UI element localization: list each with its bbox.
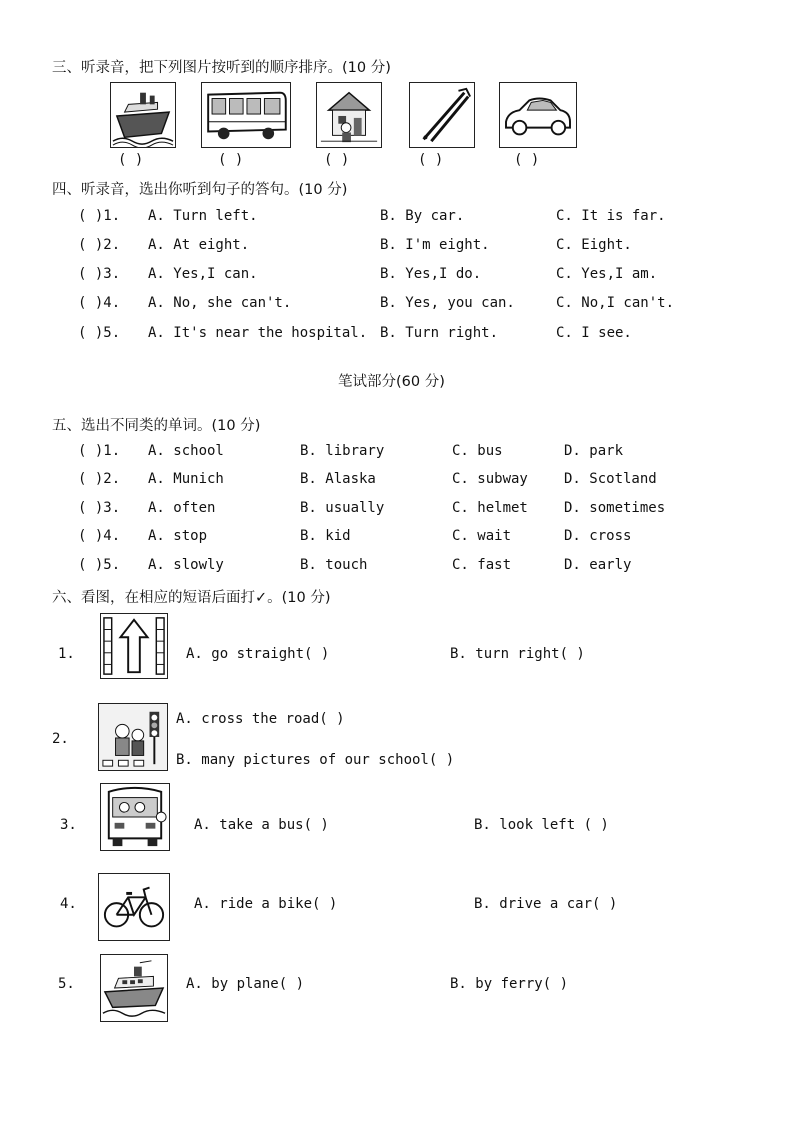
- option-d: D. Scotland: [564, 471, 657, 487]
- option-a: A. Turn left.: [148, 208, 258, 224]
- question-number[interactable]: ( )5.: [78, 557, 121, 573]
- option-c: C. fast: [452, 557, 512, 573]
- question-number[interactable]: ( )2.: [78, 471, 121, 487]
- question-number[interactable]: ( )4.: [78, 295, 121, 311]
- answer-blank[interactable]: ( ): [218, 152, 244, 168]
- answer-blank[interactable]: ( ): [324, 152, 350, 168]
- straight-arrow-icon: [100, 613, 168, 679]
- bus-icon: [201, 82, 291, 148]
- option-c: C. Yes,I am.: [556, 266, 658, 282]
- question-number[interactable]: ( )1.: [78, 208, 121, 224]
- option-b: B. Yes, you can.: [380, 295, 515, 311]
- question-number[interactable]: ( )3.: [78, 500, 121, 516]
- option-a[interactable]: A. take a bus( ): [194, 817, 329, 833]
- option-c: C. No,I can't.: [556, 295, 675, 311]
- option-a[interactable]: A. go straight( ): [186, 646, 330, 662]
- option-b[interactable]: B. turn right( ): [450, 646, 585, 662]
- question-number[interactable]: ( )5.: [78, 325, 121, 341]
- option-b[interactable]: B. by ferry( ): [450, 976, 569, 992]
- crossing-road-icon: [98, 703, 168, 771]
- option-d: D. cross: [564, 528, 632, 544]
- option-c: C. bus: [452, 443, 503, 459]
- section4-title: 四、听录音，选出你听到句子的答句。(10 分): [52, 182, 348, 198]
- item-number: 2.: [52, 731, 69, 747]
- option-b: B. usually: [300, 500, 385, 516]
- option-c: C. subway: [452, 471, 528, 487]
- option-a: A. It's near the hospital.: [148, 325, 368, 341]
- section5-title: 五、选出不同类的单词。(10 分): [52, 418, 261, 434]
- option-a: A. often: [148, 500, 216, 516]
- item-number: 5.: [58, 976, 75, 992]
- option-a: A. At eight.: [148, 237, 250, 253]
- question-number[interactable]: ( )1.: [78, 443, 121, 459]
- option-b: B. I'm eight.: [380, 237, 490, 253]
- question-number[interactable]: ( )3.: [78, 266, 121, 282]
- ship-icon: [110, 82, 176, 148]
- option-a[interactable]: A. by plane( ): [186, 976, 305, 992]
- item-number: 1.: [58, 646, 75, 662]
- ferry-icon: [100, 954, 168, 1022]
- house-child-icon: [316, 82, 382, 148]
- option-b[interactable]: B. drive a car( ): [474, 896, 618, 912]
- option-b: B. Turn right.: [380, 325, 499, 341]
- option-a[interactable]: A. ride a bike( ): [194, 896, 338, 912]
- option-b: B. touch: [300, 557, 368, 573]
- option-c: C. helmet: [452, 500, 528, 516]
- option-c: C. It is far.: [556, 208, 666, 224]
- option-b: B. library: [300, 443, 385, 459]
- option-a: A. school: [148, 443, 224, 459]
- question-number[interactable]: ( )4.: [78, 528, 121, 544]
- option-a[interactable]: A. cross the road( ): [176, 711, 345, 727]
- option-c: C. I see.: [556, 325, 632, 341]
- option-d: D. park: [564, 443, 624, 459]
- question-number[interactable]: ( )2.: [78, 237, 121, 253]
- item-number: 3.: [60, 817, 77, 833]
- option-a: A. Yes,I can.: [148, 266, 258, 282]
- option-a: A. No, she can't.: [148, 295, 292, 311]
- option-b[interactable]: B. many pictures of our school( ): [176, 752, 455, 768]
- answer-blank[interactable]: ( ): [118, 152, 144, 168]
- written-part-heading: 笔试部分(60 分): [338, 374, 445, 390]
- option-a: A. stop: [148, 528, 208, 544]
- option-d: D. early: [564, 557, 632, 573]
- car-icon: [499, 82, 577, 148]
- option-a: A. slowly: [148, 557, 224, 573]
- option-b: B. kid: [300, 528, 351, 544]
- option-b: B. Yes,I do.: [380, 266, 482, 282]
- answer-blank[interactable]: ( ): [418, 152, 444, 168]
- option-a: A. Munich: [148, 471, 224, 487]
- option-b: B. By car.: [380, 208, 465, 224]
- school-bus-icon: [100, 783, 170, 851]
- option-c: C. Eight.: [556, 237, 632, 253]
- section3-title: 三、听录音，把下列图片按听到的顺序排序。(10 分): [52, 60, 391, 76]
- ski-poles-icon: [409, 82, 475, 148]
- option-c: C. wait: [452, 528, 512, 544]
- option-b[interactable]: B. look left ( ): [474, 817, 609, 833]
- option-b: B. Alaska: [300, 471, 376, 487]
- bicycle-icon: [98, 873, 170, 941]
- section6-title: 六、看图，在相应的短语后面打✓。(10 分): [52, 590, 331, 606]
- option-d: D. sometimes: [564, 500, 666, 516]
- item-number: 4.: [60, 896, 77, 912]
- answer-blank[interactable]: ( ): [514, 152, 540, 168]
